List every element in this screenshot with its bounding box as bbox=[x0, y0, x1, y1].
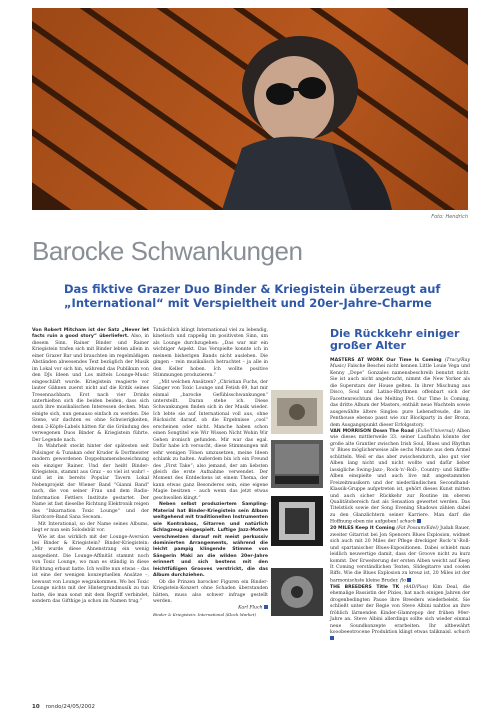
album-cover-van-morrison bbox=[271, 440, 323, 488]
paragraph: Also, in diesem Sinn. Rainer Binder und Rainer Kriegistein trafen sich mit Binder lebten allein in einer Grazer Bar und brauchten im regelmäßigen Abständen abwesendes Text bezüglich der Musik im Lokal vor sich hin, während das Publikum von den DJs Ideen und Los mittels Lounge-Music eingeschläft wurde. Kriegistein reagierte vor lauter Gähnen zuerst nicht auf die Kritik seines Tresennachbarn. Erst nach vier Drinks unterhielten sich die beiden beiden, dass sich auch ihre musikalischen Interessen decken. Man einigte sich, nun genauso einfach zu werden. Die Szene, wir dachten es ohne Schwierigkeiten, denn 2-Köpfe-Labels hätten für die Gründung des verwegenen Duos Binder & Kriegistein führte. Der Legende nach. bbox=[32, 334, 149, 443]
paragraph: Mit Interational, so der Name seines Albums, liegt er nun sein Solodebüt vor. bbox=[32, 521, 149, 534]
end-mark-icon bbox=[264, 605, 268, 609]
author-sign: Karl Fluch bbox=[153, 605, 268, 612]
header-photo bbox=[32, 8, 468, 210]
sidebar-title: Die Rückkehr einiger großer Alter bbox=[330, 327, 460, 352]
end-mark-icon bbox=[417, 519, 421, 523]
text-column-1 bbox=[32, 328, 149, 605]
photo-credit: Foto: Hendrich bbox=[431, 214, 468, 220]
page-footer bbox=[32, 704, 95, 710]
paragraph: Wie ist das wirklich mit der Lounge-Aversion bei Binder & Kriegistein? Binder-Kriegistein: „Mir wurde diese Ahnenstrang ein wenig ausgedient. Die Lounge-Affinität stammt noch von Toxic Lounge, wo man es ständig in diese Richtung erbaut hatte. Ich wollte nun etwas – das ist eine der wenigen konzeptuellen Ansätze –, bewusst von Lounge wegzukommen. Wo bei Toxic Lounge nichts mit der Hintergrundmusik zu tun hatte, die man sonst mit dem Begriff verbindet, sondern das Gifthige ja schon im Namen trug.“ bbox=[32, 534, 149, 605]
review-breeders: THE BREEDERS Title TK (4AD/Pias) Kim Deal, die ehemalige Bassistin der Pixies, hat nach einigen Jahren der drogenbedingten Pause ihre Breeders wiederbelebt. Sie schließt unter der Regie von Steve Albini nahtlos an ihre fröhlich lärmenden Kinder-Glamrepop der frühen 90er-Jahre an. Steve Albini allerdings sollte sich wieder einmal neue Soundkonzepte erarbeiten. Ihr altbewährt kooobeeotrocene Produktion klingt etwas taliknaisl. schach bbox=[330, 585, 470, 644]
paragraph: Ob die Prinzen barocker Figuren ein Binder-Kriegistein-Konzert ohne Schaden überstanden hätten, muss also schwer infrage gestellt werden. bbox=[153, 579, 268, 605]
album-cover-breeders bbox=[271, 568, 323, 616]
album-cover-20-miles bbox=[271, 496, 323, 546]
article-headline: Das fiktive Grazer Duo Binder & Kriegistein überzeugt auf „International“ mit Verspieltheit und 20er-Jahre-Charme bbox=[64, 282, 441, 310]
paragraph: Neben selbst produziertem Sampling-Material hat Binder-Kriegistein sein Album weitgehend mit traditionellen Instrumenten wie Kontrabass, Gitarren und natürlich Schlagzeug eingespielt. Luftige Jazz-Motive verschmelzen darauf mit meist perkussiv dominierten Arrangements, während die leicht pampig klingende Stimme von Sängerin Maki an die wilden 20er-Jahre erinnert und sich bestens mit den leichtfüßigen Grooves verstrickt, die das Album durchziehen. bbox=[153, 502, 268, 579]
paragraph: In Wahrheit steckt hinter der spätesten seit Pulsinger & Tunakan oder Kruder & Dorfmeister modern gewordenen Doppelnamensbezeichnung ein einziger Rainer. Und der heißt Binder-Kriegistein, stammt aus Graz – so viel ist wahr! – und ist im bereits Popular Tavern Lokal Nebenprojekt der Wiener Band "Gianni Band" nach, die von seiner Frau und dem Radio-Information Fettlers Institute gestartet. Der Name ist fast dieselbe Richtung Elektronik reigen des "Inkarnation Toxic Lounge" und der Hardcore-Band Sana Seceam. bbox=[32, 444, 149, 521]
album-cover-masters-at-work bbox=[271, 390, 323, 434]
review-van-morrison: VAN MORRISON Down The Road (Exile/Universal) Alben wie dieses mittlerweile 33. seiner Laufbahn könnte der große alte Grantler zwischen Irish Soul, Blues und Rhythm 'n' Blues möglicherweise alle sechs Monate aus dem Ärmel schütteln. Weil er das aber zwischendurch, also gut vier Alben lang nicht und nicht wollte und dafür lieber lassigliche Swing-Jazz-, Rock-'n'-Roll-, Country- und Skiffle-Alben einspielte und auch live mit angestammten Freizeitmusikern und der niederländischen Secondhand-Klassik-Gruppe aufgetreten ist, gehört dieses Kunst mitten und auch sicher Rückkehr zur Routine im oberen Qualitätsbereich fast als Sensation gewertet werden. Das Titelstück sowie der Song Evening Shadows zählen dabei zu den Glanzlichtern seiner Karriere. Man darf die Hoffnung eben nie aufgeben! schach bbox=[330, 428, 470, 525]
paragraph: „Mit welchen Ansätzen? „Christian Fuchs, der Sänger von Toxic Lounge und Fetish 69, hat mir einmal „barocke Gefühlsschwankungen“ unterstellt. Daran stehe ich. Diese Schwankungen finden sich in der Musik wieder. Ich lebte sie auf International voll aus, ohne Rücksicht darauf, ob die Ergebnisse „cool“ erscheinen oder nicht. Manche haben schon einen Songtitel wie Wir Wissen Nicht Wohin Wir Gehen ironisch gefunden. Mir war das egal. Dafür habe ich versucht, diese Stimmungen mit sehr wenigen Tönen umzusetzen, meine Ideen schlank zu halten. Außerdem bin ich ein Freund des „First Take“; also jemand, der am liebsten gleich die erste Aufnahme verwendet. Der Moment des Entdeckens ist einem Thema, der kann etwas ganz Besonderes sein, eine eigene Magie besitzen – auch wenn das jetzt etwas geschwollen klingt.“ bbox=[153, 379, 268, 501]
end-mark-icon bbox=[330, 636, 334, 640]
page-number: 10 bbox=[32, 704, 40, 710]
paragraph: Tatsächlich klingt International viel zu lebendig, kinetisch und rappelig im positivsten Sinn, um als Lounge durchzugehen: „Das war mir ein wichtiger Aspekt. Das Verspielte konnte ich in meinem bisherigen Bands nicht ausleben. Die gingen – rein musikalisch betrachtet – ja alle in den Keller hoben. Ich wollte positive Stimmungen produzieren.“ bbox=[153, 328, 268, 379]
review-masters-at-work: MASTERS AT WORK Our Time Is Coming (Tracy/Ray Music) Falsche Beschei nicht kennen Little Louie Vega und Kenny „Dope“ Gonzales namensbeschreib benutzt nicht. Sie ist auch nicht angebracht, nimmt die New Yorker als die Superstars der House gelten. In ihrer Mischung aus Disco, Soul und Latino-Rhythmen offenbart sich der Facettenreichtum des Melting Pot. Our Time Is Coming, das dritte Album der Masters, enthält neue Wachteln sowie ausgewählte ältere Singles: pure Lebensfreude, die im Penthouse ebenso passt wie zur Blockparty in der Bronx, dem Ausgangspunkt dieser Erfolgsstory. bbox=[330, 358, 470, 428]
end-mark-icon bbox=[407, 578, 411, 582]
article-title: Barocke Schwankungen bbox=[32, 236, 303, 266]
album-caption: Binder & Kriegistein: International (Klock Market) bbox=[153, 612, 256, 618]
review-20-miles: 20 MILES Keep It Coming (Fat Possum/Edel) Judah Bauer, zweiter Gitarrist bei Jon Spencers Blues Explosion, widmet sich auch mit 20 Miles der Pflege dreckiger Rock-'n'-Roll- und spartanischer Blues-Expositionen. Dabei schiebt man leidlich neuwertige damit, dass der Groove nicht zu kurz kommt. Der Erweiterung der ersten Alben weicht auf Keep It Coming verständlichen Texten, Slidegitarre und coolen Riffs. Wie die Blues Explosion zu kreuz ist, 20 Miles ist der harmonischste kleine Bruder. flo bbox=[330, 526, 470, 584]
sidebar-reviews bbox=[330, 358, 470, 643]
issue-label: rondo/24/05/2002 bbox=[45, 704, 96, 710]
text-column-2 bbox=[153, 328, 268, 619]
lead-text: Von Robert Mitcham ist der Satz „Never let facts ruin a good story“ überliefert. bbox=[32, 328, 149, 340]
